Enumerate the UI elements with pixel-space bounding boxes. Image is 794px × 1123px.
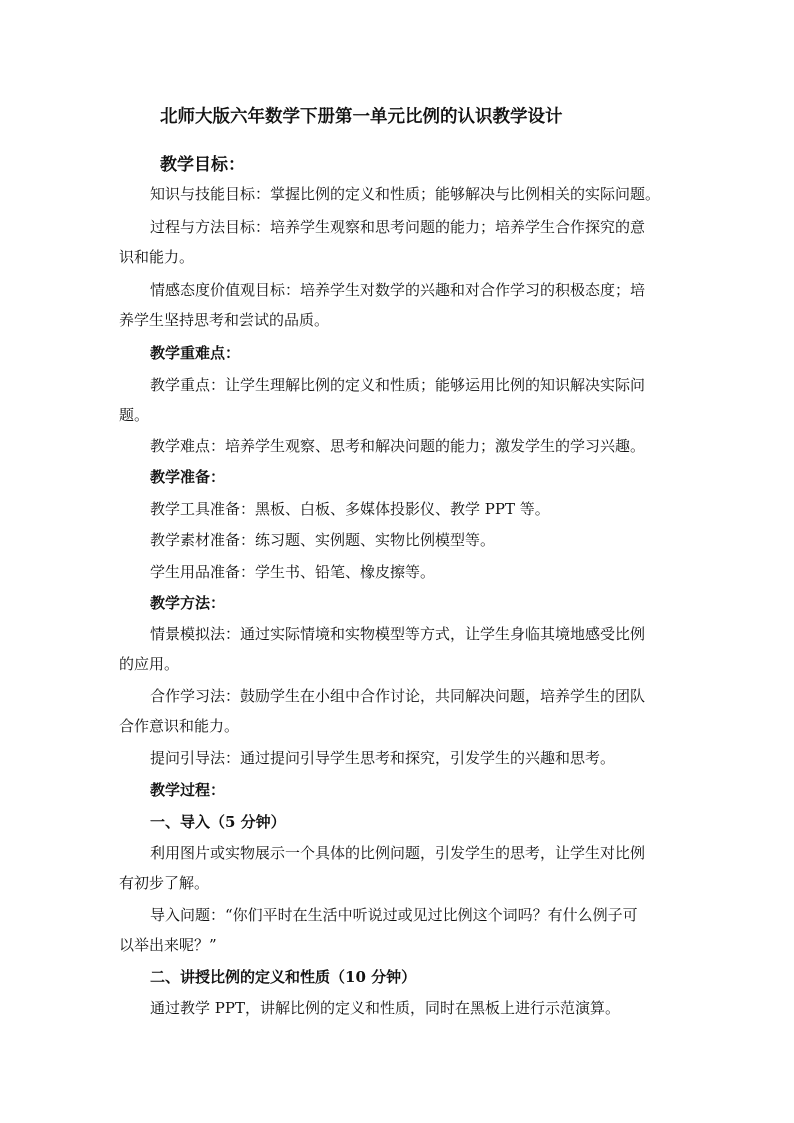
document-title: 北师大版六年数学下册第一单元比例的认识教学设计	[160, 107, 563, 127]
heading-preparation: 教学准备：	[150, 468, 226, 486]
method-cooperative-line1: 合作学习法：鼓励学生在小组中合作讨论，共同解决问题，培养学生的团队	[150, 687, 646, 705]
key-focus-line2: 题。	[119, 406, 150, 424]
objective-attitude-line2: 养学生坚持思考和尝试的品质。	[119, 311, 330, 329]
key-focus-line1: 教学重点：让学生理解比例的定义和性质；能够运用比例的知识解决实际问	[150, 376, 646, 394]
method-scenario-line2: 的应用。	[119, 655, 180, 673]
step1-p2-line2: 以举出来呢？”	[119, 936, 217, 954]
step1-p1-line1: 利用图片或实物展示一个具体的比例问题，引发学生的思考，让学生对比例	[150, 844, 646, 862]
method-questioning: 提问引导法：通过提问引导学生思考和探究，引发学生的兴趣和思考。	[150, 749, 616, 767]
objective-process-line2: 识和能力。	[119, 248, 195, 266]
step2-p1: 通过教学 PPT，讲解比例的定义和性质，同时在黑板上进行示范演算。	[150, 999, 620, 1017]
prep-student: 学生用品准备：学生书、铅笔、橡皮擦等。	[150, 563, 436, 581]
heading-objectives: 教学目标：	[160, 155, 245, 175]
method-scenario-line1: 情景模拟法：通过实际情境和实物模型等方式，让学生身临其境地感受比例	[150, 625, 646, 643]
objective-process-line1: 过程与方法目标：培养学生观察和思考问题的能力；培养学生合作探究的意	[150, 218, 646, 236]
step1-p1-line2: 有初步了解。	[119, 874, 210, 892]
heading-key-points: 教学重难点：	[150, 344, 241, 362]
heading-step1: 一、导入（5 分钟）	[150, 813, 286, 831]
method-cooperative-line2: 合作意识和能力。	[119, 717, 240, 735]
key-difficulty: 教学难点：培养学生观察、思考和解决问题的能力；激发学生的学习兴趣。	[150, 437, 646, 455]
heading-process: 教学过程：	[150, 781, 226, 799]
heading-methods: 教学方法：	[150, 594, 226, 612]
objective-knowledge: 知识与技能目标：掌握比例的定义和性质；能够解决与比例相关的实际问题。	[150, 185, 661, 203]
objective-attitude-line1: 情感态度价值观目标：培养学生对数学的兴趣和对合作学习的积极态度；培	[150, 281, 646, 299]
heading-step2: 二、讲授比例的定义和性质（10 分钟）	[150, 968, 417, 986]
prep-tools: 教学工具准备：黑板、白板、多媒体投影仪、教学 PPT 等。	[150, 500, 550, 518]
prep-materials: 教学素材准备：练习题、实例题、实物比例模型等。	[150, 531, 496, 549]
step1-p2-line1: 导入问题：“你们平时在生活中听说过或见过比例这个词吗？有什么例子可	[150, 906, 638, 924]
